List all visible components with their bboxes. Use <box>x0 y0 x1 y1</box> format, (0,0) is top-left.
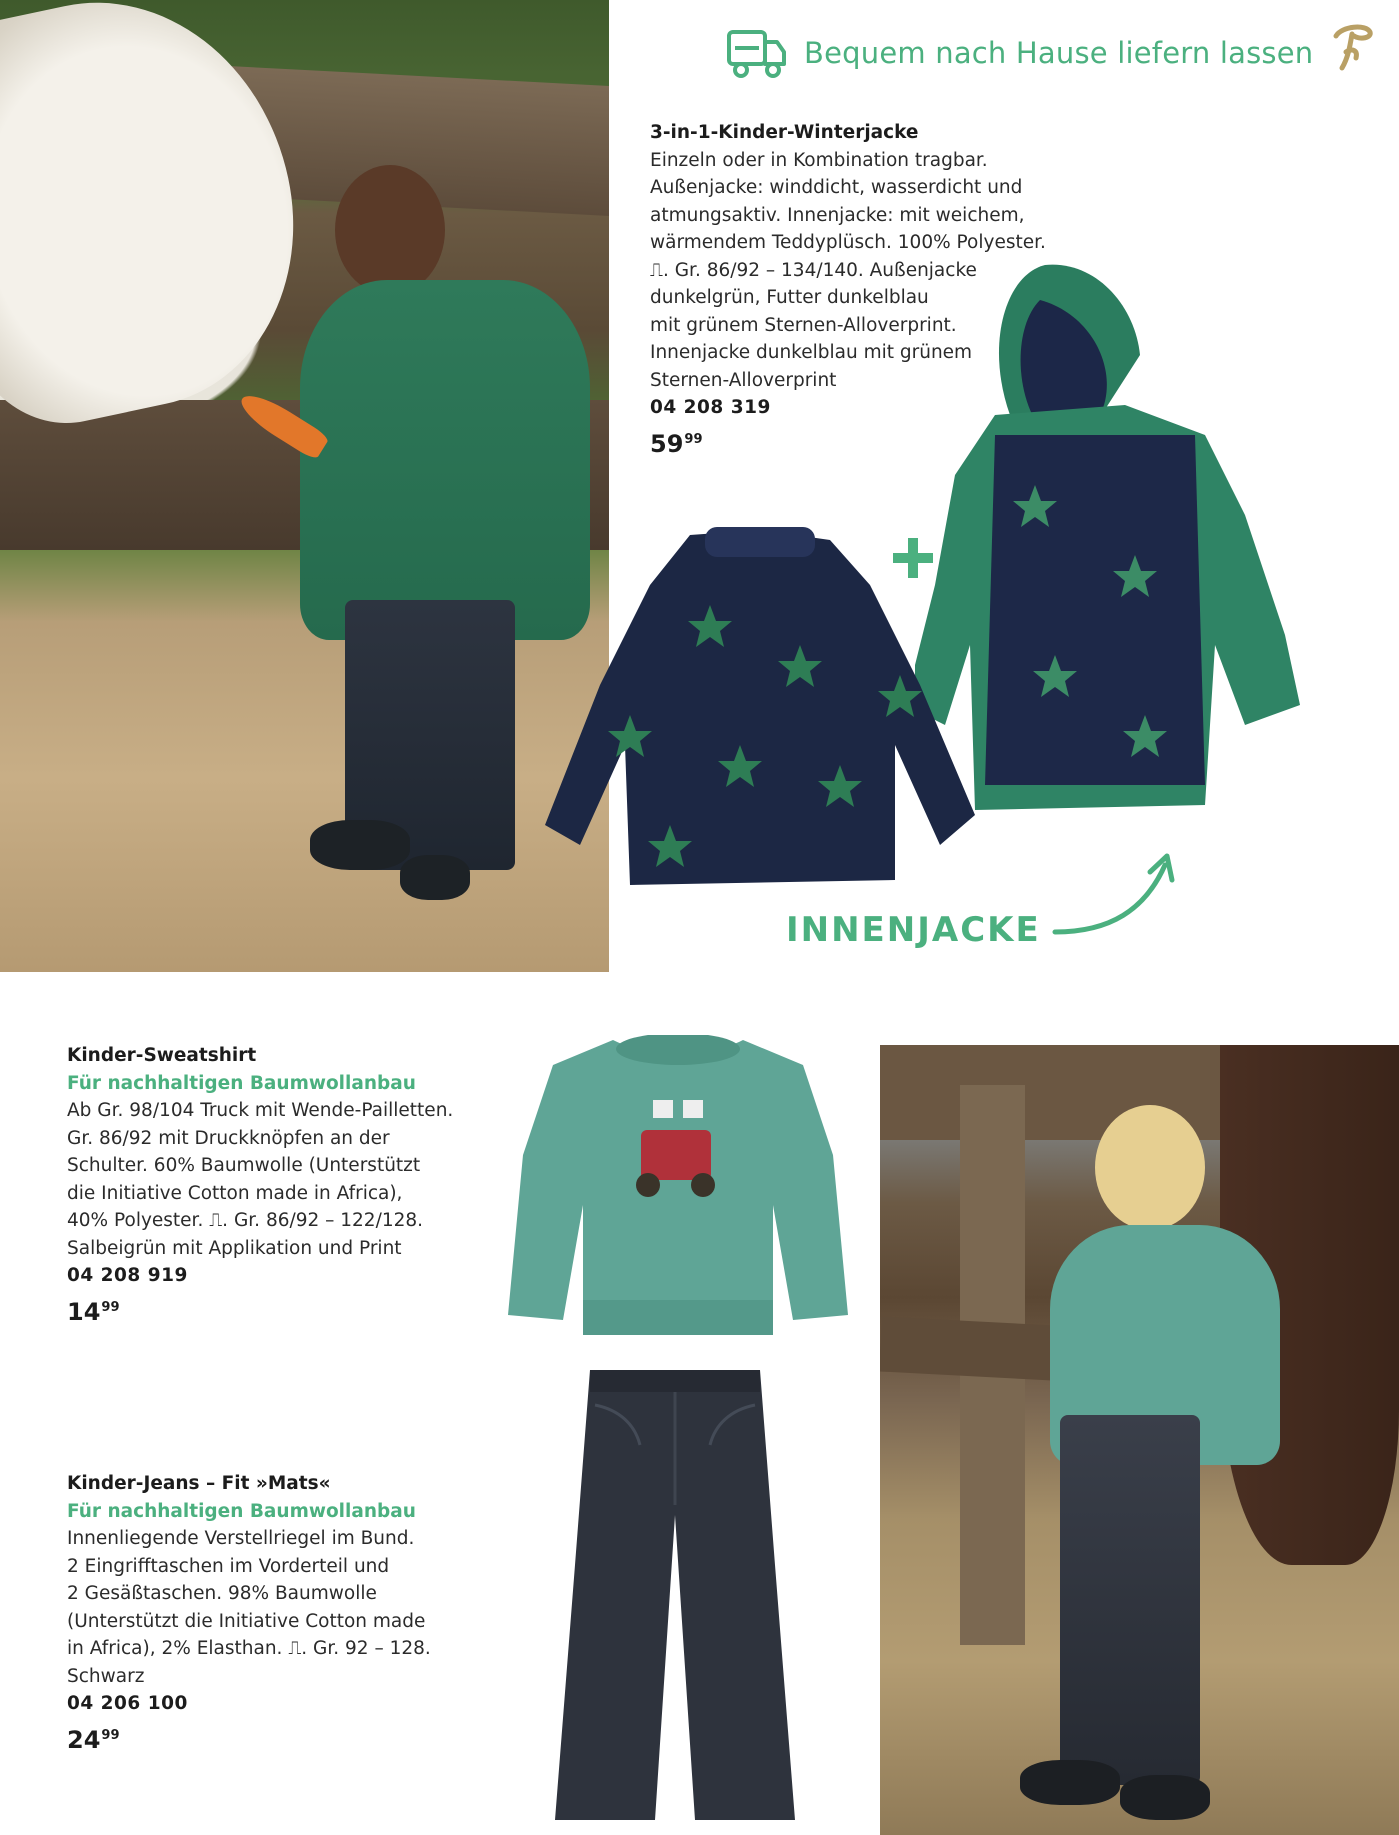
outer-jacket-image <box>915 255 1380 825</box>
product-jeans-line: (Unterstützt die Initiative Cotton made <box>67 1610 426 1632</box>
price-cents: 99 <box>684 431 703 447</box>
child-shoe-right <box>400 855 470 900</box>
product-sweatshirt-article-number: 04 208 919 <box>67 1265 188 1286</box>
product-jeans-price <box>67 1722 487 1755</box>
delivery-heading: Bequem nach Hause liefern lassen <box>804 36 1314 70</box>
sweatshirt-image <box>503 1035 853 1345</box>
child-head <box>335 165 445 295</box>
product-jeans-line: 2 Eingrifftaschen im Vorderteil und <box>67 1555 390 1577</box>
product-sweatshirt-info <box>67 1042 487 1326</box>
product-sweatshirt-subtitle: Für nachhaltigen Baumwollanbau <box>67 1072 416 1094</box>
child-shoe-left <box>310 820 410 870</box>
product-jacket-line: Außenjacke: winddicht, wasserdicht und <box>650 177 1023 198</box>
product-jeans-subtitle: Für nachhaltigen Baumwollanbau <box>67 1500 416 1522</box>
product-jacket-title: 3-in-1-Kinder-Winterjacke <box>650 122 919 143</box>
curved-arrow-icon <box>1050 850 1180 940</box>
price-cents: 99 <box>101 1299 120 1315</box>
product-jeans-line: Innenliegende Verstellriegel im Bund. <box>67 1528 415 1549</box>
product-jeans-line: 2 Gesäßtaschen. 98% Baumwolle <box>67 1583 377 1604</box>
product-jeans-article-number: 04 206 100 <box>67 1693 188 1714</box>
product-sweatshirt-title: Kinder-Sweatshirt <box>67 1045 257 1066</box>
plus-icon <box>891 536 935 580</box>
child-shoe-right <box>1120 1775 1210 1820</box>
product-sweatshirt-line: Gr. 86/92 mit Druckknöpfen an der <box>67 1127 390 1149</box>
child-jeans <box>1060 1415 1200 1785</box>
product-sweatshirt-line: 40% Polyester. ⎍. Gr. 86/92 – 122/128. <box>67 1210 424 1231</box>
tchibo-logo-icon <box>1328 22 1376 74</box>
product-sweatshirt-line: Salbeigrün mit Applikation und Print <box>67 1237 402 1259</box>
product-jeans-line: Schwarz <box>67 1665 145 1687</box>
product-jacket-line: ⎍. Gr. 86/92 – 134/140. Außenjacke <box>650 259 977 281</box>
product-jacket-line: dunkelgrün, Futter dunkelblau <box>650 287 929 308</box>
horse-head <box>0 0 329 442</box>
product-jacket-line: atmungsaktiv. Innenjacke: mit weichem, <box>650 204 1025 226</box>
product-jacket-line: Sternen-Alloverprint <box>650 369 837 391</box>
price-main: 24 <box>67 1725 101 1754</box>
product-jacket-article-number: 04 208 319 <box>650 397 771 418</box>
jeans-image <box>550 1365 800 1825</box>
child-shoe-left <box>1020 1760 1120 1805</box>
delivery-truck-icon <box>727 28 787 80</box>
inner-jacket-label: INNENJACKE <box>786 910 1041 950</box>
photo-child-leaning-on-fence <box>880 1045 1399 1835</box>
product-jacket-line: wärmendem Teddyplüsch. 100% Polyester. <box>650 232 1046 253</box>
photo-child-feeding-horse <box>0 0 609 972</box>
product-jacket-line: Einzeln oder in Kombination tragbar. <box>650 149 988 171</box>
product-jeans-line: in Africa), 2% Elasthan. ⎍. Gr. 92 – 128. <box>67 1638 431 1659</box>
product-sweatshirt-price <box>67 1294 487 1327</box>
product-sweatshirt-line: die Initiative Cotton made in Africa), <box>67 1182 403 1204</box>
product-jeans-info <box>67 1470 487 1754</box>
product-jacket-line: mit grünem Sternen-Alloverprint. <box>650 314 957 336</box>
product-sweatshirt-line: Schulter. 60% Baumwolle (Unterstützt <box>67 1155 421 1176</box>
child-blond-head <box>1095 1105 1205 1230</box>
product-sweatshirt-line: Ab Gr. 98/104 Truck mit Wende-Pailletten. <box>67 1100 454 1121</box>
price-main: 59 <box>650 429 684 458</box>
product-jeans-title: Kinder-Jeans – Fit »Mats« <box>67 1473 331 1494</box>
product-jacket-line: Innenjacke dunkelblau mit grünem <box>650 342 973 363</box>
price-cents: 99 <box>101 1727 120 1743</box>
price-main: 14 <box>67 1297 101 1326</box>
